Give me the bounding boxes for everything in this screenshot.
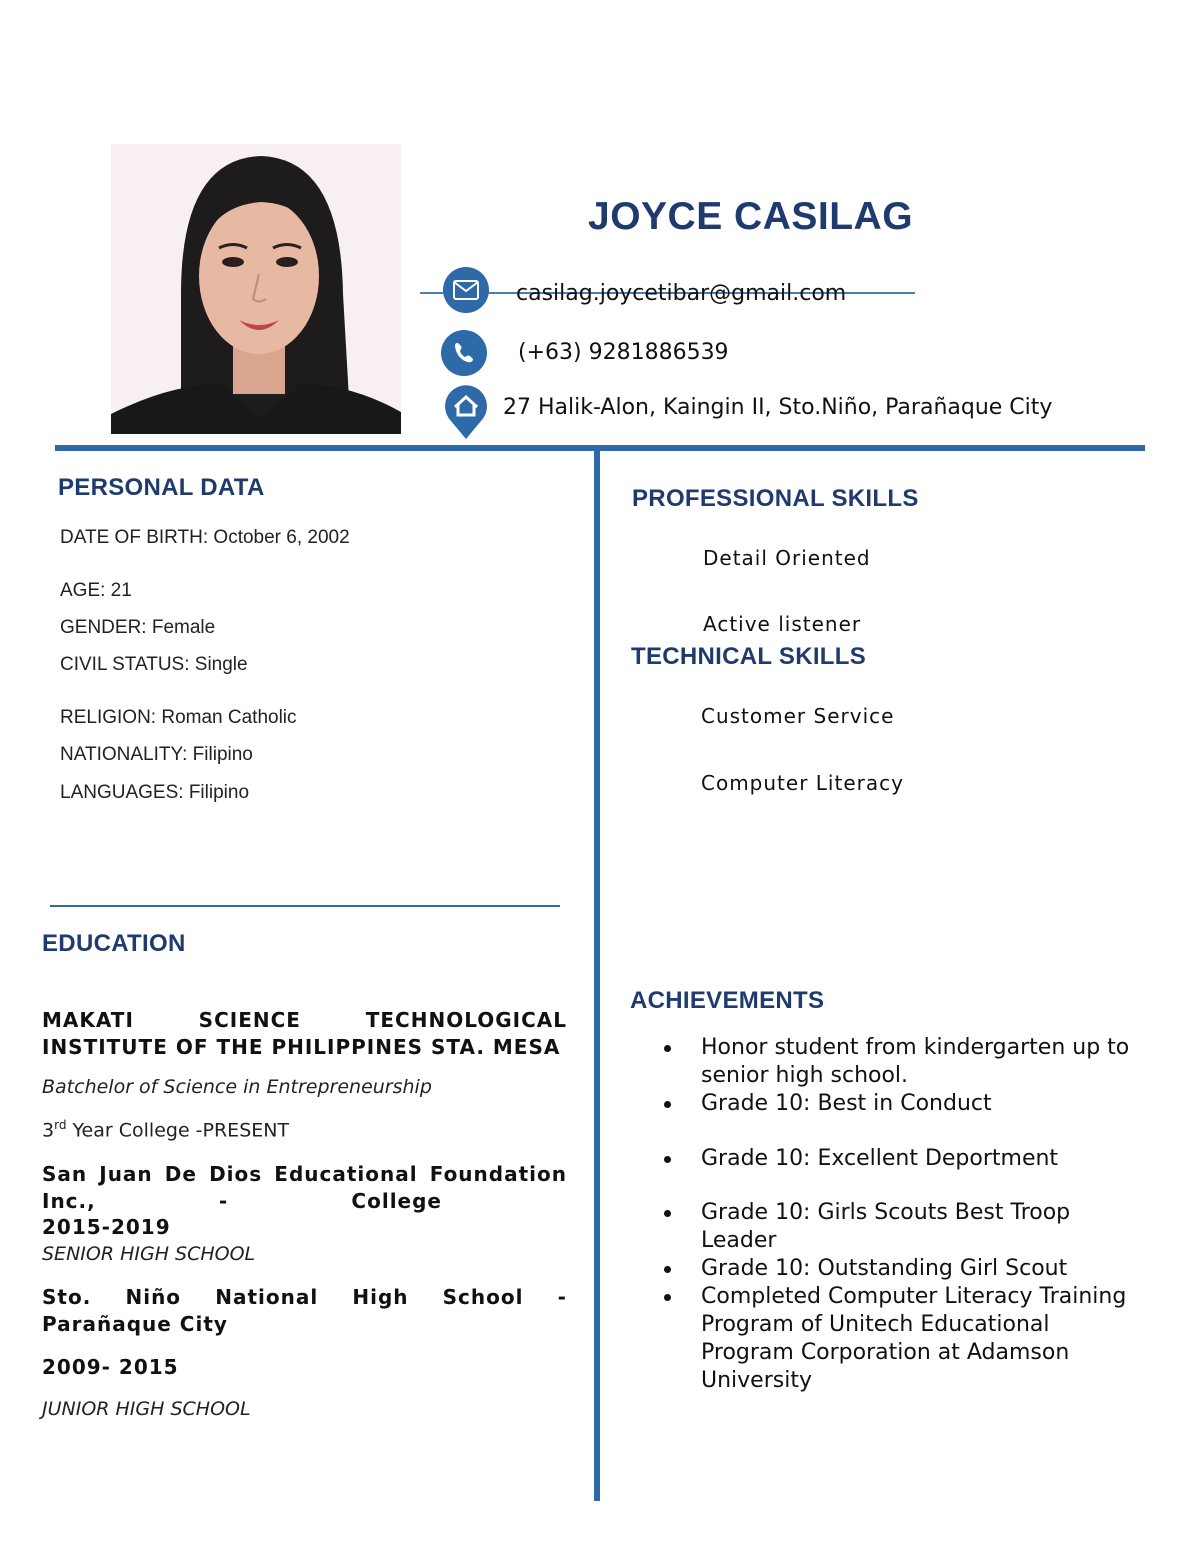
candidate-name: JOYCE CASILAG: [588, 195, 914, 238]
phone-icon: [441, 330, 487, 376]
achievement-item: Honor student from kindergarten up to senior high school.: [664, 1034, 1144, 1090]
nationality: NATIONALITY: Filipino: [60, 744, 253, 765]
junior-school-part: National: [215, 1285, 319, 1309]
junior-school-part: Niño: [125, 1285, 182, 1309]
achievement-item: Grade 10: Outstanding Girl Scout: [664, 1255, 1144, 1283]
education-heading: EDUCATION: [42, 930, 186, 957]
achievements-list: [664, 1034, 1144, 1395]
junior-school-part: -: [557, 1285, 567, 1309]
college-school-name: MAKATI SCIENCE TECHNOLOGICAL INSTITUTE OF THE PHILIPPINES STA. MESA: [42, 1008, 567, 1059]
age: AGE: 21: [60, 580, 132, 601]
college-year-number: 3: [42, 1119, 55, 1142]
religion: RELIGION: Roman Catholic: [60, 707, 297, 728]
junior-school-line1: [42, 1285, 567, 1309]
education-divider: [50, 905, 560, 907]
junior-school-part: School: [442, 1285, 524, 1309]
email-icon: [443, 267, 489, 313]
junior-level: JUNIOR HIGH SCHOOL: [42, 1398, 251, 1420]
senior-school-part: -: [218, 1189, 229, 1213]
junior-school-part: Sto.: [42, 1285, 92, 1309]
gender: GENDER: Female: [60, 617, 216, 638]
home-icon: [443, 385, 489, 439]
senior-school-line2: [42, 1189, 442, 1213]
college-year-text: Year College -PRESENT: [66, 1119, 290, 1142]
phone-text[interactable]: (+63) 9281886539: [518, 340, 729, 365]
senior-school-part: College: [351, 1189, 442, 1213]
college-degree: Batchelor of Science in Entrepreneurship: [42, 1076, 432, 1098]
skill-item: Detail Oriented: [703, 546, 871, 570]
civil-status: CIVIL STATUS: Single: [60, 654, 248, 675]
technical-skills-heading: TECHNICAL SKILLS: [631, 643, 867, 670]
personal-data-heading: PERSONAL DATA: [58, 474, 265, 501]
junior-school-part: High: [352, 1285, 409, 1309]
header-divider: [55, 445, 1145, 451]
achievements-heading: ACHIEVEMENTS: [630, 987, 825, 1014]
skill-item: Active listener: [703, 612, 862, 636]
achievement-item: Grade 10: Best in Conduct: [664, 1090, 1144, 1118]
college-year-suffix: rd: [54, 1118, 67, 1132]
address-text: 27 Halik-Alon, Kaingin II, Sto.Niño, Parañaque City: [503, 395, 1053, 420]
junior-years: 2009- 2015: [42, 1355, 179, 1379]
skill-item: Customer Service: [701, 704, 895, 728]
skill-item: Computer Literacy: [701, 771, 904, 795]
email-text[interactable]: casilag.joycetibar@gmail.com: [516, 281, 847, 306]
junior-school-line2: Parañaque City: [42, 1312, 228, 1336]
column-divider: [594, 451, 600, 1501]
achievement-item: Grade 10: Girls Scouts Best Troop Leader: [664, 1199, 1144, 1255]
senior-level: SENIOR HIGH SCHOOL: [42, 1243, 256, 1265]
languages: LANGUAGES: Filipino: [60, 782, 250, 803]
senior-school-part: Inc.,: [42, 1189, 96, 1213]
senior-school-line1: San Juan De Dios Educational Foundation: [42, 1162, 567, 1186]
date-of-birth: DATE OF BIRTH: October 6, 2002: [60, 527, 350, 548]
college-year: [42, 1118, 289, 1141]
professional-skills-heading: PROFESSIONAL SKILLS: [632, 485, 919, 512]
achievement-item: Grade 10: Excellent Deportment: [664, 1145, 1144, 1173]
profile-photo: [111, 144, 401, 434]
senior-years: 2015-2019: [42, 1215, 171, 1239]
achievement-item: Completed Computer Literacy Training Program of Unitech Educational Program Corporation at Adamson University: [664, 1283, 1144, 1395]
